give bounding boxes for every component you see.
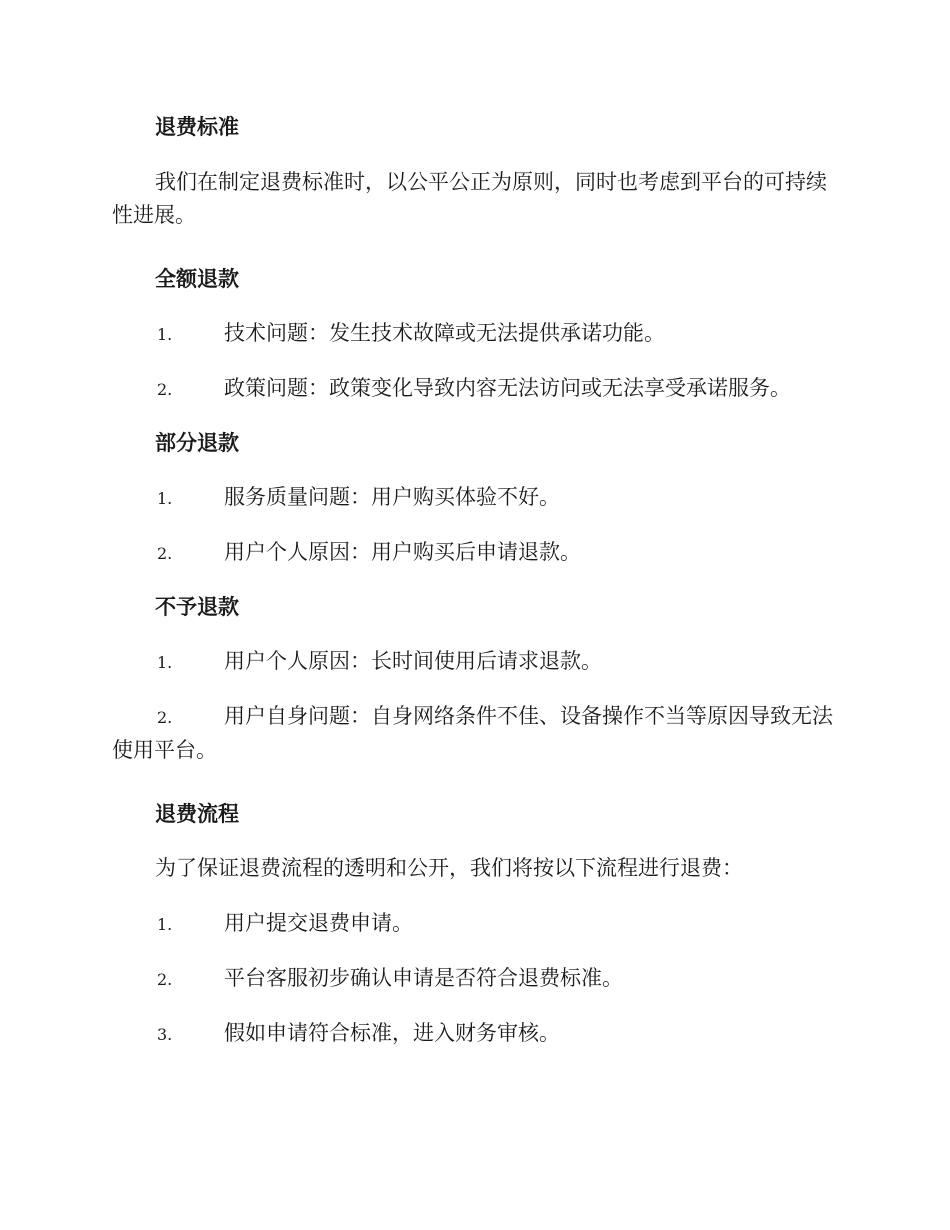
list-text: 平台客服初步确认申请是否符合退费标准。 [224, 966, 623, 990]
list-item [112, 317, 838, 351]
list-number: 2. [157, 544, 173, 563]
list-text: 用户提交退费申请。 [224, 911, 413, 935]
list-text: 用户个人原因：长时间使用后请求退款。 [224, 649, 602, 673]
list-item [112, 907, 838, 941]
list-item [112, 536, 838, 570]
section-heading-no-refund: 不予退款 [155, 594, 239, 619]
list-item [112, 1017, 838, 1051]
list-text: 假如申请符合标准，进入财务审核。 [224, 1021, 560, 1045]
list-item [112, 372, 838, 406]
list-number: 2. [157, 970, 173, 989]
list-text: 服务质量问题：用户购买体验不好。 [224, 485, 560, 509]
list-number: 1. [157, 489, 173, 508]
list-text: 用户自身问题：自身网络条件不佳、设备操作不当等原因导致无法使用平台。 [112, 704, 833, 762]
list-text: 用户个人原因：用户购买后申请退款。 [224, 540, 581, 564]
list-text: 技术问题：发生技术故障或无法提供承诺功能。 [224, 321, 665, 345]
list-item [112, 962, 838, 996]
list-number: 3. [157, 1025, 173, 1044]
list-number: 1. [157, 325, 173, 344]
list-number: 2. [157, 380, 173, 399]
list-item [112, 481, 838, 515]
list-item [112, 700, 838, 767]
section-intro-refund-process: 为了保证退费流程的透明和公开，我们将按以下流程进行退费： [155, 856, 743, 880]
section-heading-refund-process: 退费流程 [155, 801, 239, 826]
section-heading-full-refund: 全额退款 [155, 266, 239, 291]
section-heading-refund-standard: 退费标准 [155, 114, 239, 139]
list-number: 2. [157, 708, 173, 727]
list-number: 1. [157, 915, 173, 934]
section-intro-refund-standard: 我们在制定退费标准时，以公平公正为原则，同时也考虑到平台的可持续性进展。 [112, 170, 827, 227]
list-number: 1. [157, 653, 173, 672]
list-item [112, 645, 838, 679]
list-text: 政策问题：政策变化导致内容无法访问或无法享受承诺服务。 [224, 376, 791, 400]
section-heading-partial-refund: 部分退款 [155, 430, 239, 455]
